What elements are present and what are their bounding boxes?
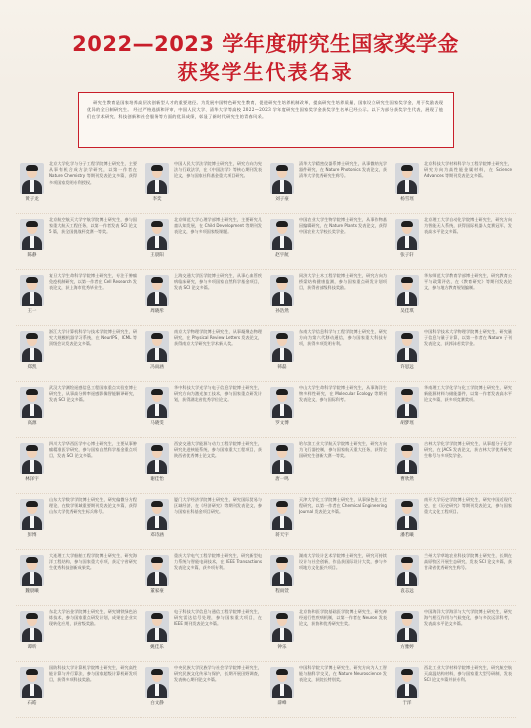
student-description: 中国人民大学法学院博士研究生，研究方向为宪法与行政法学，在《中国法学》等核心期刊发表论文，参与国家社科基金重大项目研究。: [174, 161, 262, 179]
student-name: 胡梦瑶: [400, 421, 414, 426]
student-photo-wrap: [144, 553, 170, 602]
student-photo: [145, 163, 169, 194]
student-photo-wrap: [19, 665, 45, 714]
student-name: 谢佳怡: [150, 477, 164, 482]
student-photo: [270, 387, 294, 418]
student-name: 赵宇航: [275, 253, 289, 258]
student-card: [141, 438, 266, 494]
student-photo: [395, 331, 419, 362]
student-card: [266, 158, 391, 214]
student-name: 孙浩然: [275, 309, 289, 314]
student-photo: [270, 163, 294, 194]
student-name: 谭昕: [27, 645, 37, 650]
student-description: 华南理工大学化学与化工学院博士研究生，研究新能源材料与储能器件，以第一作者发表高水平论文多篇，获多项竞赛奖项。: [424, 385, 512, 403]
student-card: [16, 606, 141, 662]
student-name: 林泽宇: [25, 477, 39, 482]
student-description: 北京理工大学自动化学院博士研究生，研究方向为智能无人系统，获得国际机器人竞赛冠军，发表高水平论文多篇。: [424, 217, 512, 235]
page-subtitle: 获奖学生代表名录: [177, 60, 354, 84]
student-card: [391, 550, 516, 606]
student-name: 罗文博: [275, 421, 289, 426]
student-photo: [20, 499, 44, 530]
intro-text: 研究生教育是国家培养高层次创新型人才的重要途径。为发展中国特色研究生教育，促进研究生培养机制改革，提高研究生培养质量，国家设立研究生国家奖学金，用于奖励表现优异的全日制研究生。 经过严格选拔和评审，中国人民大学、清华大学等高校 2022—2023 学年度研究生国家奖学金获奖学生名单已经公示。以下为部分获奖学生代表，展现了他们在学术研究、科技创新和社会服务等方面的优异成绩，彰显了新时代研究生的青春风采。: [87, 100, 444, 119]
student-photo-wrap: [269, 329, 295, 378]
student-name: 黄子龙: [25, 197, 39, 202]
student-description: 中山大学生命科学学院博士研究生，从事海洋生物多样性研究，在 Molecular Ecology 等期刊发表论文，参与国际科考。: [299, 385, 387, 403]
student-photo: [395, 387, 419, 418]
student-photo-wrap: [394, 217, 420, 266]
student-description: 浙江大学计算机科学与技术学院博士研究生，研究大规模机器学习系统，在 NeurIPS、ICML 等顶级会议发表论文多篇。: [49, 329, 137, 347]
student-card: [266, 214, 391, 270]
student-card: [391, 606, 516, 662]
student-description: 重庆大学电气工程学院博士研究生，研究新型电力系统与智能电网技术，在 IEEE Transactions 发表论文多篇，获多项专利。: [174, 553, 262, 571]
student-description: 大连理工大学船舶工程学院博士研究生，研究海洋工程结构，参与国家重大专项，获辽宁省研究生优秀科技创新成果奖。: [49, 553, 137, 571]
student-card: [391, 214, 516, 270]
student-photo: [20, 667, 44, 698]
student-name: 许思远: [400, 365, 414, 370]
student-name: 陈静: [27, 253, 37, 258]
student-card: [141, 270, 266, 326]
student-photo: [270, 499, 294, 530]
student-photo: [395, 275, 419, 306]
student-photo-wrap: [269, 497, 295, 546]
student-photo-wrap: [394, 497, 420, 546]
student-description: 上海交通大学医学院博士研究生，从事心血管疾病临床研究，参与多项国家自然科学基金项目，发表 SCI 论文多篇。: [174, 273, 262, 291]
student-name: 薛峰: [277, 701, 287, 706]
student-photo: [145, 219, 169, 250]
student-photo-wrap: [144, 385, 170, 434]
student-card: [141, 326, 266, 382]
student-photo-wrap: [269, 161, 295, 210]
student-photo: [145, 667, 169, 698]
student-photo: [270, 219, 294, 250]
student-photo-wrap: [269, 665, 295, 714]
student-photo-wrap: [19, 329, 45, 378]
student-card: [391, 158, 516, 214]
student-name: 高源: [27, 421, 37, 426]
student-photo-wrap: [19, 609, 45, 658]
student-photo-wrap: [144, 497, 170, 546]
student-photo-wrap: [394, 609, 420, 658]
student-description: 厦门大学经济学院博士研究生，研究国际贸易与区域经济，在《经济研究》等期刊发表论文，参与国家社科基金项目研究。: [174, 497, 262, 515]
student-description: 中国科学技术大学物理学院博士研究生，研究量子信息与量子计算，以第一作者在 Nature 子刊发表论文，获郭沫若奖学金。: [424, 329, 512, 347]
student-photo: [270, 275, 294, 306]
student-description: 天津大学化工学院博士研究生，从事绿色化工过程研究，以第一作者在 Chemical Engineering Journal 发表论文多篇。: [299, 497, 387, 515]
student-photo: [145, 499, 169, 530]
student-card: [266, 270, 391, 326]
student-name: 王晨阳: [150, 253, 164, 258]
student-photo: [20, 443, 44, 474]
student-card: [266, 382, 391, 438]
student-photo-wrap: [144, 441, 170, 490]
student-card: [16, 214, 141, 270]
student-photo: [145, 611, 169, 642]
student-photo: [20, 387, 44, 418]
student-name: 潘若曦: [400, 533, 414, 538]
student-description: 国防科技大学计算机学院博士研究生，研究高性能计算与并行算法，参与国家超级计算机研发项目，获得多项科技奖励。: [49, 665, 137, 683]
student-photo: [395, 443, 419, 474]
student-photo-wrap: [144, 273, 170, 322]
student-photo-wrap: [19, 385, 45, 434]
student-photo: [270, 331, 294, 362]
student-card: [141, 494, 266, 550]
student-photo-wrap: [394, 385, 420, 434]
student-photo-wrap: [394, 665, 420, 714]
student-card: [16, 158, 141, 214]
student-card: [16, 438, 141, 494]
student-name: 蒋天宇: [275, 533, 289, 538]
student-description: 哈尔滨工业大学航天学院博士研究生，研究方向为飞行器控制，参与国家航天重大任务，获得全国研究生创新大赛一等奖。: [299, 441, 387, 459]
student-description: 中国海洋大学海洋与大气学院博士研究生，研究海气相互作用与气候变化，参与多次远洋科考，发表高水平论文多篇。: [424, 609, 512, 627]
student-description: 南京大学物理学院博士研究生，从事凝聚态物理研究，在 Physical Review Letters 发表论文，获得南京大学研究生学术新人奖。: [174, 329, 262, 347]
student-card: [391, 270, 516, 326]
student-card: [141, 606, 266, 662]
student-description: 吉林大学化学学院博士研究生，从事超分子化学研究，在 JACS 发表论文，获吉林大学优秀研究生称号与多项奖学金。: [424, 441, 512, 459]
student-description: 北京大学化学与分子工程学院博士研究生，主要从事有机合成方法学研究，以第一作者在 Nature Chemistry 等期刊发表论文多篇，获得多项国家发明专利授权。: [49, 161, 137, 185]
student-name: 王一: [27, 309, 37, 314]
student-card: [16, 270, 141, 326]
student-photo-wrap: [19, 161, 45, 210]
student-card: [266, 606, 391, 662]
student-photo-wrap: [394, 161, 420, 210]
student-name: 马晓雯: [150, 421, 164, 426]
student-name: 邓诗涵: [150, 533, 164, 538]
student-photo: [395, 555, 419, 586]
student-description: 东南大学信息科学与工程学院博士研究生，研究方向为第六代移动通信，参与国家重大科技专项，获得多项发明专利。: [299, 329, 387, 347]
student-description: 北京科技大学材料科学与工程学院博士研究生，研究方向为高性能金属材料，在 Science Advances 等期刊发表论文多篇。: [424, 161, 512, 179]
student-description: 华中科技大学光学与电子信息学院博士研究生，研究方向为激光加工技术，参与国家重点研发计划，获得湖北省优秀学位论文。: [174, 385, 262, 403]
student-photo-wrap: [394, 273, 420, 322]
student-name: 石皓: [27, 701, 37, 706]
student-name: 于洋: [402, 701, 412, 706]
student-photo: [395, 219, 419, 250]
student-photo-wrap: [144, 217, 170, 266]
student-description: 同济大学土木工程学院博士研究生，研究方向为桥梁结构健康监测，参与国家重点研发计划项目，获得省部级科技奖励。: [299, 273, 387, 291]
student-photo-wrap: [269, 273, 295, 322]
student-name: 杨雪瑶: [400, 197, 414, 202]
student-grid: [16, 158, 516, 718]
student-card: [391, 662, 516, 718]
student-card: [266, 550, 391, 606]
student-name: 冯雨涵: [150, 365, 164, 370]
student-photo: [270, 443, 294, 474]
student-photo-wrap: [269, 553, 295, 602]
student-photo: [20, 163, 44, 194]
student-card: [266, 326, 391, 382]
student-card: [266, 662, 391, 718]
student-photo-wrap: [144, 609, 170, 658]
student-photo-wrap: [269, 609, 295, 658]
student-description: 东北大学冶金学院博士研究生，研究钢铁绿色冶炼技术，参与国家重点研发计划，成果在企业实现转化应用，获省级奖励。: [49, 609, 137, 627]
student-photo: [20, 611, 44, 642]
student-description: 西北工业大学材料学院博士研究生，研究航空航天高温结构材料，参与国家重大型号研制，发表 SCI 论文多篇并获专利。: [424, 665, 512, 683]
student-card: [141, 662, 266, 718]
student-photo: [20, 275, 44, 306]
student-name: 姚佳乐: [150, 645, 164, 650]
student-description: 北京协和医学院基础医学院博士研究生，研究神经退行性疾病机制，以第一作者在 Neuron 发表论文，获协和优秀研究生奖。: [299, 609, 387, 627]
student-name: 周晓彤: [150, 309, 164, 314]
student-photo-wrap: [144, 329, 170, 378]
page-title: 2022—2023 学年度研究生国家奖学金: [72, 32, 459, 56]
student-photo-wrap: [394, 329, 420, 378]
student-card: [391, 326, 516, 382]
student-photo: [395, 163, 419, 194]
student-name: 白文静: [150, 701, 164, 706]
student-photo: [395, 499, 419, 530]
student-card: [16, 326, 141, 382]
student-photo-wrap: [269, 385, 295, 434]
student-description: 兰州大学草地农业科技学院博士研究生，长期在高原牧区开展生态研究，发表 SCI 论文多篇，获甘肃省优秀研究生称号。: [424, 553, 512, 571]
student-name: 李奕: [152, 197, 162, 202]
student-card: [391, 494, 516, 550]
intro-box: [78, 92, 454, 148]
student-photo-wrap: [144, 161, 170, 210]
student-photo-wrap: [19, 497, 45, 546]
student-name: 袁志远: [400, 589, 414, 594]
student-description: 清华大学精密仪器系博士研究生，从事微纳光学器件研究，在 Nature Photonics 发表论文，获清华大学优秀研究生称号。: [299, 161, 387, 179]
student-photo: [270, 555, 294, 586]
student-photo-wrap: [19, 553, 45, 602]
student-card: [16, 550, 141, 606]
student-name: 钟乐: [277, 645, 287, 650]
student-photo-wrap: [394, 553, 420, 602]
student-description: 南开大学历史学院博士研究生，研究中国近现代史，在《历史研究》等期刊发表论文，参与国家重大文化工程项目。: [424, 497, 512, 515]
student-description: 山东大学数学学院博士研究生，研究偏微分方程理论，在数学领域重要期刊发表论文多篇，获得山东大学优秀研究生标兵称号。: [49, 497, 137, 515]
student-card: [266, 494, 391, 550]
student-photo: [395, 667, 419, 698]
student-photo: [270, 611, 294, 642]
student-name: 吴佳琪: [400, 309, 414, 314]
student-description: 中国农业大学生物学院博士研究生，从事作物基因编辑研究，在 Nature Plants 发表论文，获得中国农业大学校长奖学金。: [299, 217, 387, 235]
student-photo: [270, 667, 294, 698]
student-name: 刘子豪: [275, 197, 289, 202]
student-card: [141, 158, 266, 214]
student-photo-wrap: [269, 217, 295, 266]
student-name: 董家豪: [150, 589, 164, 594]
student-description: 湖南大学设计艺术学院博士研究生，研究可持续设计与社会创新，作品获国际设计大奖，参与多项地方文化振兴项目。: [299, 553, 387, 571]
student-name: 郑凯: [27, 365, 37, 370]
student-name: 韩磊: [277, 365, 287, 370]
student-name: 方雅婷: [400, 645, 414, 650]
student-photo-wrap: [19, 273, 45, 322]
student-photo: [395, 611, 419, 642]
student-photo: [20, 331, 44, 362]
student-card: [141, 382, 266, 438]
student-photo: [145, 555, 169, 586]
student-card: [266, 438, 391, 494]
student-card: [391, 382, 516, 438]
student-card: [16, 382, 141, 438]
student-description: 复旦大学生命科学学院博士研究生，专注于肿瘤免疫机制研究，以第一作者在 Cell Research 发表论文，获上海市优秀毕业生。: [49, 273, 137, 291]
student-photo: [145, 443, 169, 474]
student-photo-wrap: [269, 441, 295, 490]
student-card: [141, 214, 266, 270]
student-photo-wrap: [144, 665, 170, 714]
student-description: 华东师范大学教育学部博士研究生，研究教育公平与政策评估，在《教育研究》等期刊发表论文，参与地方教育规划编制。: [424, 273, 512, 291]
student-name: 程雨萱: [275, 589, 289, 594]
student-name: 唐一鸣: [275, 477, 289, 482]
student-name: 曹欣然: [400, 477, 414, 482]
student-name: 张子轩: [400, 253, 414, 258]
student-name: 魏晨曦: [25, 589, 39, 594]
student-description: 中国科学院大学博士研究生，研究方向为人工智能与脑科学交叉，在 Nature Neuroscience 发表论文，获院长特别奖。: [299, 665, 387, 683]
student-description: 电子科技大学信息与通信工程学院博士研究生，研究雷达信号处理，参与国家重大项目，在 IEEE 期刊发表论文多篇。: [174, 609, 262, 627]
student-photo: [145, 275, 169, 306]
student-description: 武汉大学测绘遥感信息工程国家重点实验室博士研究生，从事高分辨率遥感影像智能解译研究，发表 SCI 论文多篇。: [49, 385, 137, 403]
student-photo-wrap: [19, 217, 45, 266]
student-photo: [20, 219, 44, 250]
student-photo-wrap: [19, 441, 45, 490]
student-card: [16, 662, 141, 718]
student-card: [16, 494, 141, 550]
student-name: 彭博: [27, 533, 37, 538]
student-photo-wrap: [394, 441, 420, 490]
student-description: 中央民族大学民族学与社会学学院博士研究生，研究民族文化传承与保护，长期开展田野调查，发表核心期刊论文多篇。: [174, 665, 262, 683]
student-photo: [20, 555, 44, 586]
student-photo: [145, 331, 169, 362]
student-description: 四川大学华西医学中心博士研究生，主要从事肿瘤精准医学研究，参与国家自然科学基金重点项目，发表 SCI 论文多篇。: [49, 441, 137, 459]
student-photo: [145, 387, 169, 418]
student-card: [391, 438, 516, 494]
student-card: [141, 550, 266, 606]
student-description: 北京航空航天大学宇航学院博士研究生，参与国家重大航天工程任务，以第一作者发表 SCI 论文 5 篇，获全国挑战杯竞赛一等奖。: [49, 217, 137, 235]
student-description: 北京师范大学心理学部博士研究生，主要研究儿童认知发展，在 Child Development 等期刊发表论文，参与多项国家级课题。: [174, 217, 262, 235]
student-description: 西安交通大学能源与动力工程学院博士研究生，研究先进核能系统，参与国家重大工程项目，获陕西省优秀博士论文奖。: [174, 441, 262, 459]
